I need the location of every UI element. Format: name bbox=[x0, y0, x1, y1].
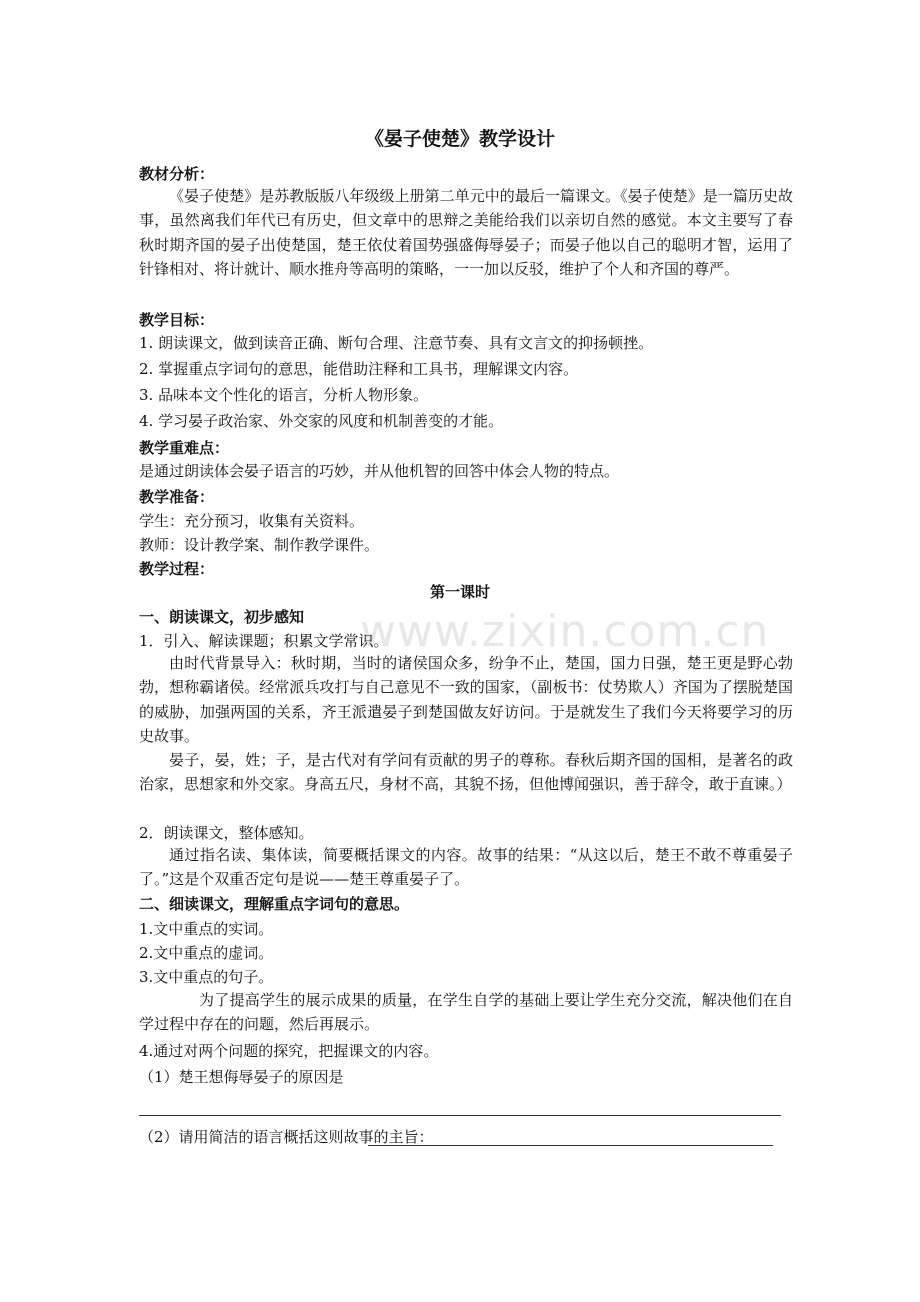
lesson-title: 第一课时 bbox=[429, 583, 490, 601]
part1-item-2: 2．朗读课文，整体感知。 bbox=[139, 824, 314, 842]
analysis-heading: 教材分析： bbox=[139, 165, 215, 183]
preparation-teacher: 教师：设计教学案、制作教学课件。 bbox=[139, 536, 380, 554]
process-heading: 教学过程： bbox=[139, 560, 215, 578]
part2-item-3: 3.文中重点的句子。 bbox=[139, 968, 274, 986]
preparation-heading: 教学准备： bbox=[139, 488, 215, 506]
part2-item-2: 2.文中重点的虚词。 bbox=[139, 944, 274, 962]
part1-paragraph-3: 通过指名读、集体读，简要概括课文的内容。故事的结果：“从这以后，楚王不敢不尊重晏子了。”这是个双重否定句是说——楚王尊重晏子了。 bbox=[139, 846, 793, 889]
analysis-paragraph: 《晏子使楚》是苏教版版八年级级上册第二单元中的最后一篇课文。《晏子使楚》是一篇历史故事，虽然离我们年代已有历史，但文章中的思辩之美能给我们以亲切自然的感觉。本文主要写了春秋时期齐国的晏子出使楚国，楚王依仗着国势强盛侮辱晏子；而晏子他以自己的聪明才智，运用了针锋相对、将计就计、顺水推舟等高明的策略，一一加以反驳，维护了个人和齐国的尊严。 bbox=[139, 187, 793, 278]
part1-paragraph-2: 晏子，晏，姓；子，是古代对有学问有贡献的男子的尊称。春秋后期齐国的国相，是著名的政治家，思想家和外交家。身高五尺，身材不高，其貌不扬，但他博闻强识，善于辞令，敢于直谏。） bbox=[139, 751, 793, 794]
question-2: （2）请用简洁的语言概括这则故事的主旨： bbox=[139, 1128, 434, 1146]
goal-item-3: 3. 品味本文个性化的语言，分析人物形象。 bbox=[139, 386, 429, 404]
document-title: 《晏子使楚》教学设计 bbox=[364, 128, 555, 150]
goals-heading: 教学目标： bbox=[139, 311, 215, 329]
question-1: （1）楚王想侮辱晏子的原因是 bbox=[139, 1068, 344, 1086]
part2-item-1: 1.文中重点的实词。 bbox=[139, 920, 274, 938]
key-points-text: 是通过朗读体会晏子语言的巧妙，并从他机智的回答中体会人物的特点。 bbox=[139, 462, 620, 480]
goal-item-2: 2. 掌握重点字词句的意思，能借助注释和工具书，理解课文内容。 bbox=[139, 360, 579, 378]
part1-paragraph-1: 由时代背景导入：秋时期，当时的诸侯国众多，纷争不止，楚国，国力日强，楚王更是野心勃勃，想称霸诸侯。经常派兵攻打与自己意见不一致的国家，（副板书：仗势欺人）齐国为了摆脱楚国的威胁，加强两国的关系，齐王派遣晏子到楚国做友好访问。于是就发生了我们今天将要学习的历史故事。 bbox=[139, 654, 793, 745]
answer-line-1 bbox=[139, 1115, 781, 1116]
watermark: www.zixin.com.cn bbox=[360, 606, 770, 657]
part2-paragraph: 为了提高学生的展示成果的质量，在学生自学的基础上要让学生充分交流，解决他们在自学过程中存在的问题，然后再展示。 bbox=[139, 991, 793, 1034]
goal-item-4: 4. 学习晏子政治家、外交家的风度和机制善变的才能。 bbox=[139, 412, 504, 430]
part2-heading: 二、细读课文，理解重点字词句的意思。 bbox=[139, 895, 410, 913]
key-points-heading: 教学重难点： bbox=[139, 439, 230, 457]
goal-item-1: 1. 朗读课文，做到读音正确、断句合理、注意节奏、具有文言文的抑扬顿挫。 bbox=[139, 334, 654, 352]
part2-item-4: 4.通过对两个问题的探究，把握课文的内容。 bbox=[139, 1042, 439, 1060]
part1-item-1: 1．引入、解读课题；积累文学常识。 bbox=[139, 632, 389, 650]
preparation-student: 学生：充分预习，收集有关资料。 bbox=[139, 512, 365, 530]
answer-line-2 bbox=[368, 1145, 773, 1146]
part1-heading: 一、朗读课文，初步感知 bbox=[139, 608, 305, 626]
